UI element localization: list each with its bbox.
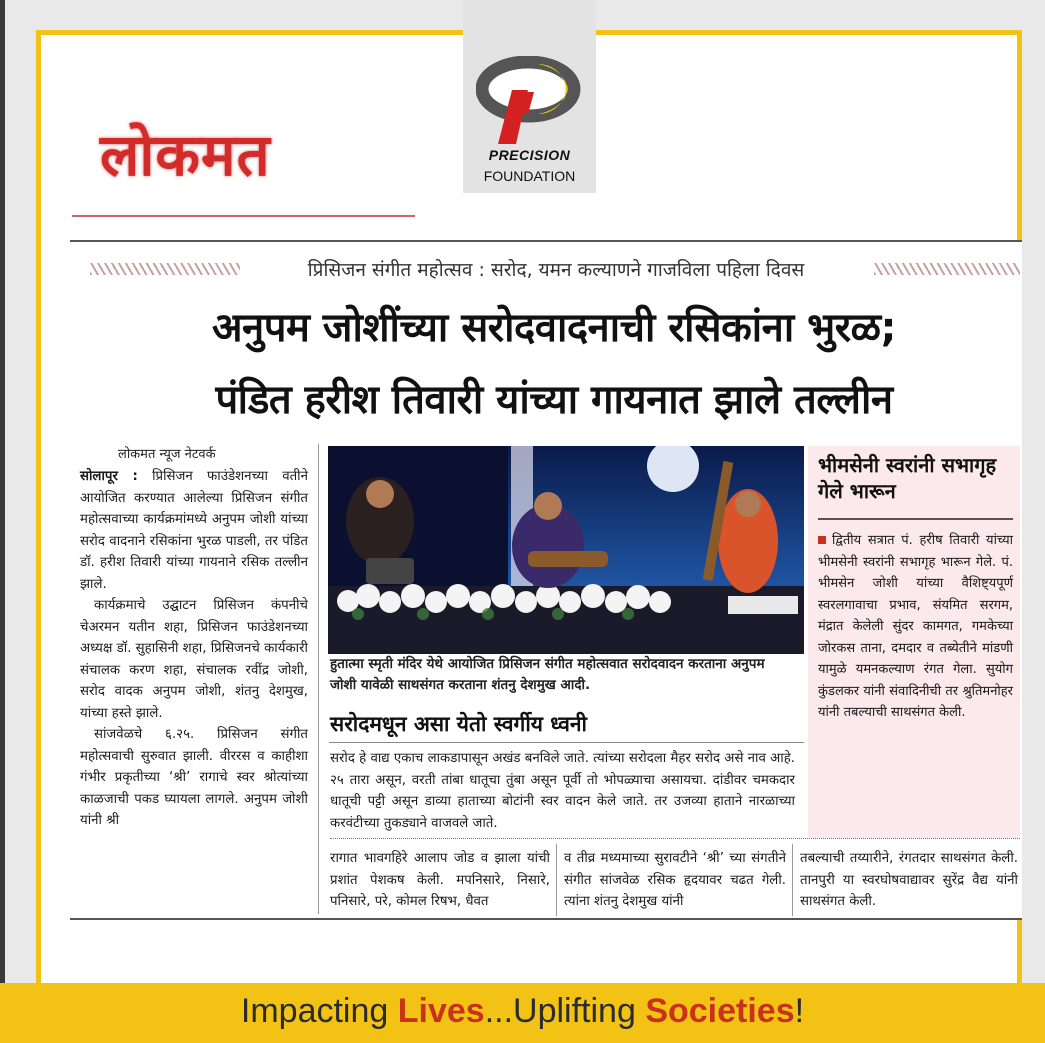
paragraph: द्वितीय सत्रात पं. हरीष तिवारी यांच्या भीमसेनी स्वरांनी सभागृह भारून गेले. पं. भीमसेन जोशी यांच्या वैशिष्ट्यपूर्ण स्वरलगावाचा प्रभाव, संयमित सरगम, मंद्रात केलेली सुंदर कामगत, गमकेच्या जोरकस ताना, दमदार व तब्येतीने मांडणी यामुळे यमनकल्याण रंगत गेला. सुयोग कुंडलकर यांनी संवादिनीची तर श्रुतिमनोहर यांनी तबल्याची साथसंगत केली. <box>818 533 1013 720</box>
paragraph: व तीव्र मध्यमाच्या सुरावटीने ‘श्री’ च्या संगतीने संगीत सांजवेळ रसिक हृदयावर चढत गेली. त्यांना शंतनु देशमुख यांनी <box>564 851 786 909</box>
column-1 <box>80 466 308 832</box>
column-divider <box>318 444 319 914</box>
masthead-rule <box>72 215 415 217</box>
subheading: सरोदमधून असा येतो स्वर्गीय ध्वनी <box>330 712 587 736</box>
paragraph: सांजवेळचे ६.२५. प्रिसिजन संगीत महोत्सवाची सुरुवात झाली. वीररस व काहीशा गंभीर प्रकृतीच्या ‘श्री’ रागाचे स्वर श्रोत्यांच्या काळजाची पकड घ्यायला लागले. अनुपम जोशी यांनी श्री <box>80 727 308 828</box>
photo-caption: हुतात्मा स्मृती मंदिर येथे आयोजित प्रिसिजन संगीत महोत्सवात सरोदवादन करताना अनुपम जोशी यावेळी साथसंगत करताना शंतनु देशमुख आदी. <box>330 656 765 693</box>
brand-name: PRECISION <box>488 147 571 163</box>
bottom-column-1 <box>330 848 550 913</box>
paragraph: रागात भावगहिरे आलाप जोड व झाला यांची प्रशांत पेशकष केली. मपनिसारे, निसारे, पनिसारे, परे, कोमल रिषभ, धैवत <box>330 851 550 909</box>
precision-logo-icon <box>476 56 584 146</box>
headline-line-2: पंडित हरीश तिवारी यांच्या गायनात झाले तल्लीन <box>215 377 893 423</box>
column-divider <box>556 844 557 916</box>
brand-sub: FOUNDATION <box>483 168 576 184</box>
paragraph: सरोद हे वाद्य एकाच लाकडापासून अखंड बनविले जाते. त्यांच्या सरोदला मैहर सरोद असे नाव आहे. २५ तारा असून, वरती तांबा धातूचा तुंबा असून पूर्वी तो भोपळ्याचा असायचा. दांडीवर चमकदार धातूची पट्टी असून डाव्या हाताच्या बोटांनी स्वर वादन केले जाते. तर उजव्या हाताने नारळाच्या करवंटीच्या तुकड्याने वाजवले जाते. <box>330 751 795 831</box>
column-divider <box>792 844 793 916</box>
bullet-icon <box>818 536 826 544</box>
subhead-text <box>330 748 795 834</box>
sidebar-text <box>818 530 1013 724</box>
bottom-column-2 <box>564 848 786 913</box>
tagline: Impacting Lives...Uplifting Societies! <box>240 992 805 1030</box>
kicker-hatch-left <box>90 263 240 275</box>
dateline: सोलापूर : <box>80 469 138 484</box>
dotted-divider <box>330 838 1020 839</box>
concert-photo <box>328 446 804 654</box>
sidebar-title: भीमसेनी स्वरांनी सभागृह गेले भारून <box>818 453 997 503</box>
paragraph: कार्यक्रमाचे उद्घाटन प्रिसिजन कंपनीचे चेअरमन यतीन शहा, प्रिसिजन फाउंडेशनच्या अध्यक्ष डॉ. सुहासिनी शहा, प्रिसिजनचे कार्यकारी संचालक करण शहा, संचालक रवींद्र जोशी, सरोद वादक अनुपम जोशी, शंतनु देशमुख, यांच्या हस्ते झाले. <box>80 598 308 721</box>
subhead-rule <box>329 742 804 743</box>
kicker-text: प्रिसिजन संगीत महोत्सव : सरोद, यमन कल्याणने गाजविला पहिला दिवस <box>307 259 805 281</box>
newspaper-masthead: लोकमत <box>100 121 271 189</box>
paragraph: सोलापूर : प्रिसिजन फाउंडेशनच्या वतीने आयोजित करण्यात आलेल्या प्रिसिजन संगीत महोत्सवाच्या कार्यक्रमांमध्ये अनुपम जोशी यांच्या सरोद वादनाने रसिकांना भुरळ पाडली, तर पंडित डॉ. हरीश तिवारी यांच्या गायनाने रसिक तल्लीन झाले. <box>80 469 308 592</box>
byline: लोकमत न्यूज नेटवर्क <box>118 447 216 462</box>
kicker-hatch-right <box>874 263 1020 275</box>
left-edge <box>0 0 5 1043</box>
headline-line-1: अनुपम जोशींच्या सरोदवादनाची रसिकांना भुरळ; <box>211 305 897 351</box>
bottom-column-3 <box>800 848 1018 913</box>
paragraph: तबल्याची तय्यारीने, रंगतदार साथसंगत केली. तानपुरी या स्वरघोषवाद्यावर सुरेंद्र वैद्य यांनी साथसंगत केली. <box>800 851 1018 909</box>
kicker <box>84 254 1024 284</box>
sidebar-rule <box>818 518 1013 520</box>
